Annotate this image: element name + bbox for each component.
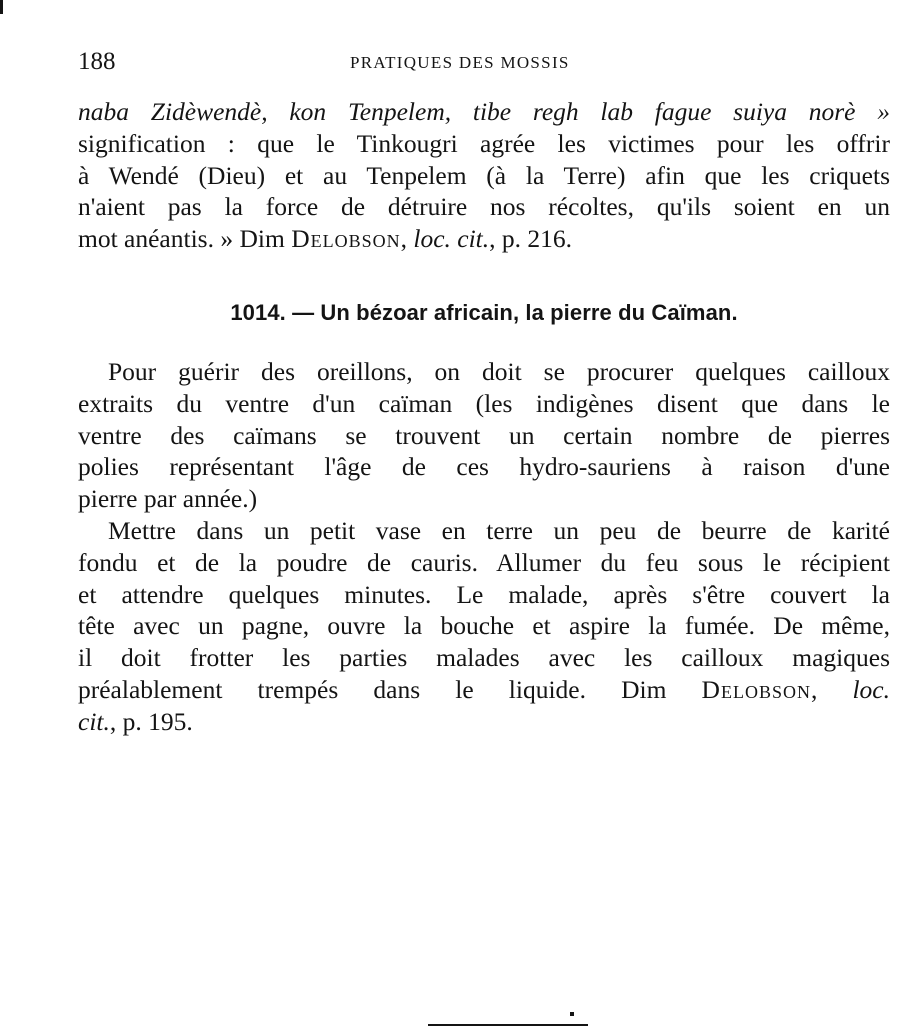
citation-separator: , (810, 674, 853, 704)
running-title: PRATIQUES DES MOSSIS (350, 53, 570, 72)
text-line: et attendre quelques minutes. Le malade, après s'être couvert la (78, 579, 890, 609)
citation-author: Delobson (291, 224, 401, 254)
citation-page: , p. 216. (489, 224, 572, 254)
text-line: fondu et de la poudre de cauris. Allumer du feu sous le récipient (78, 547, 890, 577)
citation-cit: cit. (78, 706, 110, 736)
citation-loc: loc. (852, 674, 890, 704)
text-line: Pour guérir des oreillons, on doit se procurer quelques cailloux (108, 357, 890, 386)
text-line: Mettre dans un petit vase en terre un peu de beurre de karité (108, 515, 890, 545)
citation-page: , p. 195. (109, 706, 193, 736)
text-line: pierre par année.) (78, 484, 258, 514)
citation-separator: , (400, 224, 414, 254)
bottom-rule (428, 1024, 588, 1026)
text-line (78, 96, 890, 128)
section-heading: 1014. — Un bézoar africain, la pierre du Caïman. (230, 300, 738, 325)
scan-edge-mark (0, 0, 3, 14)
text-line: signification : que le Tinkougri agrée les victimes pour les offrir (78, 128, 890, 158)
scan-speck (570, 1012, 574, 1016)
section-body (78, 356, 890, 738)
paragraph-continuation (78, 96, 890, 255)
text-line: tête avec un pagne, ouvre la bouche et aspire la fumée. De même, (78, 611, 890, 641)
citation-loc-cit: loc. cit. (413, 224, 490, 254)
citation-author: Delobson (701, 674, 811, 704)
citation-prefix: préalablement trempés dans le liquide. Dim (78, 674, 702, 704)
text-line: ventre des caïmans se trouvent un certain nombre de pierres (78, 420, 890, 450)
text-line: il doit frotter les parties malades avec les cailloux magiques (78, 643, 890, 673)
citation-prefix: mot anéantis. » Dim (78, 224, 292, 254)
text-line-citation (78, 223, 890, 255)
text-line-citation (78, 674, 890, 706)
text-line: à Wendé (Dieu) et au Tenpelem (à la Terre) afin que les criquets (78, 160, 890, 190)
running-header (78, 47, 890, 77)
text-line-citation-end (78, 706, 890, 738)
text-line: n'aient pas la force de détruire nos récoltes, qu'ils soient en un (78, 192, 890, 222)
page-number: 188 (78, 48, 116, 75)
mossi-quotation: naba Zidèwendè, kon Tenpelem, tibe regh lab fague suiya norè » (78, 97, 890, 126)
text-line: polies représentant l'âge de ces hydro-sauriens à raison d'une (78, 452, 890, 482)
text-line: extraits du ventre d'un caïman (les indigènes disent que dans le (78, 388, 890, 418)
